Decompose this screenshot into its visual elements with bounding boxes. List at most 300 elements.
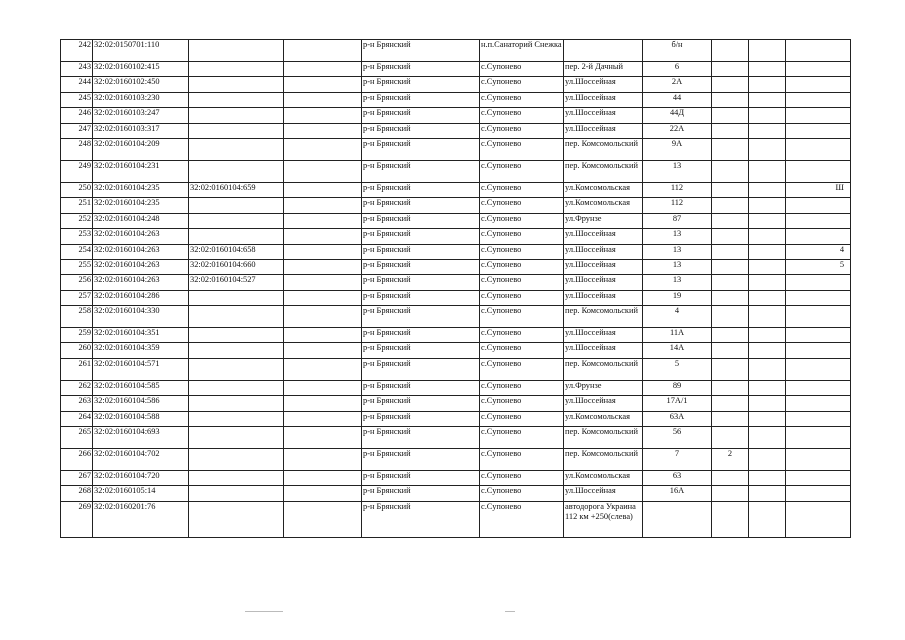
empty-cell [749, 213, 786, 228]
district: р-н Брянский [362, 123, 480, 138]
cadastral-number: 32:02:0160104:231 [93, 160, 189, 182]
table-row [61, 62, 851, 77]
premises-number [786, 62, 851, 77]
street: ул.Шоссейная [564, 328, 643, 343]
district: р-н Брянский [362, 396, 480, 411]
premises-number [786, 108, 851, 123]
empty-cell [749, 343, 786, 358]
row-number: 246 [61, 108, 93, 123]
sub-cadastral-number [189, 213, 284, 228]
empty-cell [749, 244, 786, 259]
table-row [61, 77, 851, 92]
sub-cadastral-number: 32:02:0160104:660 [189, 259, 284, 274]
premises-number [786, 229, 851, 244]
house-number [643, 501, 712, 537]
table-row [61, 138, 851, 160]
settlement: с.Супонево [480, 275, 564, 290]
settlement: с.Супонево [480, 411, 564, 426]
house-number: 13 [643, 160, 712, 182]
district: р-н Брянский [362, 62, 480, 77]
street: ул.Шоссейная [564, 108, 643, 123]
sub-cadastral-number [189, 343, 284, 358]
street: ул.Шоссейная [564, 290, 643, 305]
empty-cell [284, 275, 362, 290]
cadastral-number: 32:02:0160104:330 [93, 306, 189, 328]
empty-cell [749, 77, 786, 92]
building-number [712, 138, 749, 160]
sub-cadastral-number [189, 358, 284, 380]
district: р-н Брянский [362, 290, 480, 305]
sub-cadastral-number [189, 380, 284, 395]
house-number: 6 [643, 62, 712, 77]
cadastral-number: 32:02:0160104:359 [93, 343, 189, 358]
house-number: 22А [643, 123, 712, 138]
empty-cell [284, 244, 362, 259]
settlement: с.Супонево [480, 244, 564, 259]
district: р-н Брянский [362, 380, 480, 395]
empty-cell [749, 182, 786, 197]
house-number: б/н [643, 40, 712, 62]
empty-cell [749, 306, 786, 328]
district: р-н Брянский [362, 160, 480, 182]
settlement: с.Супонево [480, 138, 564, 160]
table-row [61, 449, 851, 471]
row-number: 257 [61, 290, 93, 305]
settlement: с.Супонево [480, 427, 564, 449]
street: ул.Комсомольская [564, 182, 643, 197]
sub-cadastral-number [189, 40, 284, 62]
row-number: 253 [61, 229, 93, 244]
table-row [61, 427, 851, 449]
settlement: с.Супонево [480, 92, 564, 107]
house-number: 7 [643, 449, 712, 471]
cadastral-number: 32:02:0160105:14 [93, 486, 189, 501]
house-number: 87 [643, 213, 712, 228]
row-number: 247 [61, 123, 93, 138]
district: р-н Брянский [362, 449, 480, 471]
street: ул.Шоссейная [564, 396, 643, 411]
empty-cell [749, 427, 786, 449]
cadastral-number: 32:02:0160104:702 [93, 449, 189, 471]
empty-cell [749, 108, 786, 123]
house-number: 63А [643, 411, 712, 426]
house-number: 89 [643, 380, 712, 395]
row-number: 255 [61, 259, 93, 274]
district: р-н Брянский [362, 501, 480, 537]
building-number [712, 471, 749, 486]
district: р-н Брянский [362, 328, 480, 343]
cadastral-number: 32:02:0160104:235 [93, 182, 189, 197]
building-number [712, 328, 749, 343]
empty-cell [749, 198, 786, 213]
table-row [61, 343, 851, 358]
sub-cadastral-number [189, 77, 284, 92]
cadastral-number: 32:02:0160104:263 [93, 275, 189, 290]
row-number: 269 [61, 501, 93, 537]
sub-cadastral-number [189, 306, 284, 328]
sub-cadastral-number [189, 486, 284, 501]
street: ул.Шоссейная [564, 275, 643, 290]
settlement: с.Супонево [480, 290, 564, 305]
district: р-н Брянский [362, 92, 480, 107]
premises-number: 4 [786, 244, 851, 259]
empty-cell [284, 486, 362, 501]
row-number: 242 [61, 40, 93, 62]
building-number [712, 396, 749, 411]
district: р-н Брянский [362, 358, 480, 380]
settlement: с.Супонево [480, 259, 564, 274]
empty-cell [284, 501, 362, 537]
premises-number [786, 160, 851, 182]
sub-cadastral-number [189, 411, 284, 426]
district: р-н Брянский [362, 427, 480, 449]
empty-cell [749, 449, 786, 471]
row-number: 243 [61, 62, 93, 77]
house-number: 44 [643, 92, 712, 107]
district: р-н Брянский [362, 411, 480, 426]
street: ул.Шоссейная [564, 244, 643, 259]
cadastral-number: 32:02:0160104:286 [93, 290, 189, 305]
premises-number [786, 40, 851, 62]
premises-number [786, 290, 851, 305]
empty-cell [749, 138, 786, 160]
street: ул.Шоссейная [564, 229, 643, 244]
settlement: с.Супонево [480, 380, 564, 395]
premises-number [786, 449, 851, 471]
settlement: с.Супонево [480, 396, 564, 411]
table-row [61, 229, 851, 244]
district: р-н Брянский [362, 471, 480, 486]
building-number [712, 213, 749, 228]
premises-number [786, 123, 851, 138]
sub-cadastral-number [189, 92, 284, 107]
sub-cadastral-number: 32:02:0160104:659 [189, 182, 284, 197]
empty-cell [284, 40, 362, 62]
row-number: 252 [61, 213, 93, 228]
cadastral-number: 32:02:0160104:351 [93, 328, 189, 343]
empty-cell [284, 108, 362, 123]
house-number: 13 [643, 259, 712, 274]
house-number: 17А/1 [643, 396, 712, 411]
street: ул.Шоссейная [564, 486, 643, 501]
sub-cadastral-number [189, 501, 284, 537]
row-number: 249 [61, 160, 93, 182]
house-number: 11А [643, 328, 712, 343]
table-row [61, 486, 851, 501]
premises-number [786, 427, 851, 449]
district: р-н Брянский [362, 182, 480, 197]
empty-cell [749, 259, 786, 274]
premises-number [786, 396, 851, 411]
premises-number [786, 471, 851, 486]
settlement: с.Супонево [480, 77, 564, 92]
premises-number: 5 [786, 259, 851, 274]
house-number: 13 [643, 229, 712, 244]
cadastral-number: 32:02:0160104:248 [93, 213, 189, 228]
cadastral-number: 32:02:0160102:450 [93, 77, 189, 92]
premises-number [786, 358, 851, 380]
empty-cell [284, 77, 362, 92]
empty-cell [749, 358, 786, 380]
settlement: с.Супонево [480, 182, 564, 197]
empty-cell [284, 380, 362, 395]
district: р-н Брянский [362, 486, 480, 501]
building-number [712, 343, 749, 358]
row-number: 262 [61, 380, 93, 395]
row-number: 250 [61, 182, 93, 197]
settlement: с.Супонево [480, 213, 564, 228]
street: ул.Фрунзе [564, 380, 643, 395]
settlement: н.п.Санаторий Снежка [480, 40, 564, 62]
table-row [61, 471, 851, 486]
premises-number [786, 328, 851, 343]
house-number: 2А [643, 77, 712, 92]
premises-number [786, 411, 851, 426]
sub-cadastral-number [189, 138, 284, 160]
building-number [712, 306, 749, 328]
premises-number [786, 77, 851, 92]
district: р-н Брянский [362, 259, 480, 274]
building-number [712, 198, 749, 213]
settlement: с.Супонево [480, 358, 564, 380]
sub-cadastral-number [189, 427, 284, 449]
empty-cell [284, 229, 362, 244]
settlement: с.Супонево [480, 229, 564, 244]
house-number: 14А [643, 343, 712, 358]
premises-number [786, 343, 851, 358]
house-number: 44Д [643, 108, 712, 123]
empty-cell [749, 229, 786, 244]
cadastral-number: 32:02:0160103:317 [93, 123, 189, 138]
empty-cell [284, 182, 362, 197]
registry-table [60, 39, 851, 538]
house-number: 4 [643, 306, 712, 328]
table-row [61, 290, 851, 305]
sub-cadastral-number [189, 290, 284, 305]
row-number: 260 [61, 343, 93, 358]
cadastral-number: 32:02:0160104:720 [93, 471, 189, 486]
sub-cadastral-number: 32:02:0160104:527 [189, 275, 284, 290]
district: р-н Брянский [362, 108, 480, 123]
empty-cell [749, 92, 786, 107]
table-row [61, 213, 851, 228]
empty-cell [284, 411, 362, 426]
settlement: с.Супонево [480, 123, 564, 138]
empty-cell [284, 123, 362, 138]
street: ул.Шоссейная [564, 343, 643, 358]
premises-number [786, 275, 851, 290]
street [564, 40, 643, 62]
settlement: с.Супонево [480, 62, 564, 77]
sub-cadastral-number [189, 471, 284, 486]
cadastral-number: 32:02:0150701:110 [93, 40, 189, 62]
table-row [61, 501, 851, 537]
house-number: 112 [643, 198, 712, 213]
cadastral-number: 32:02:0160201:76 [93, 501, 189, 537]
empty-cell [284, 427, 362, 449]
empty-cell [284, 92, 362, 107]
cadastral-number: 32:02:0160103:247 [93, 108, 189, 123]
empty-cell [749, 486, 786, 501]
table-row [61, 396, 851, 411]
sub-cadastral-number [189, 108, 284, 123]
row-number: 254 [61, 244, 93, 259]
building-number [712, 62, 749, 77]
table-row [61, 380, 851, 395]
building-number [712, 427, 749, 449]
building-number: 2 [712, 449, 749, 471]
sub-cadastral-number [189, 328, 284, 343]
empty-cell [749, 123, 786, 138]
house-number: 13 [643, 275, 712, 290]
settlement: с.Супонево [480, 343, 564, 358]
building-number [712, 244, 749, 259]
cadastral-number: 32:02:0160104:263 [93, 244, 189, 259]
row-number: 256 [61, 275, 93, 290]
building-number [712, 501, 749, 537]
row-number: 259 [61, 328, 93, 343]
empty-cell [284, 62, 362, 77]
district: р-н Брянский [362, 198, 480, 213]
sub-cadastral-number [189, 123, 284, 138]
street: ул.Шоссейная [564, 92, 643, 107]
empty-cell [284, 343, 362, 358]
settlement: с.Супонево [480, 108, 564, 123]
street: пер. 2-й Дачный [564, 62, 643, 77]
district: р-н Брянский [362, 77, 480, 92]
empty-cell [749, 328, 786, 343]
cadastral-number: 32:02:0160103:230 [93, 92, 189, 107]
premises-number [786, 501, 851, 537]
table-row [61, 259, 851, 274]
street: ул.Шоссейная [564, 123, 643, 138]
cadastral-number: 32:02:0160104:263 [93, 229, 189, 244]
house-number: 5 [643, 358, 712, 380]
row-number: 244 [61, 77, 93, 92]
street: автодорога Украина 112 км +250(слева) [564, 501, 643, 537]
settlement: с.Супонево [480, 471, 564, 486]
sub-cadastral-number [189, 198, 284, 213]
house-number: 13 [643, 244, 712, 259]
table-row [61, 328, 851, 343]
sub-cadastral-number [189, 229, 284, 244]
empty-cell [284, 306, 362, 328]
scan-artifact [505, 611, 515, 612]
street: пер. Комсомольский [564, 427, 643, 449]
empty-cell [284, 471, 362, 486]
empty-cell [284, 396, 362, 411]
sub-cadastral-number: 32:02:0160104:658 [189, 244, 284, 259]
building-number [712, 486, 749, 501]
row-number: 266 [61, 449, 93, 471]
empty-cell [749, 290, 786, 305]
row-number: 268 [61, 486, 93, 501]
house-number: 63 [643, 471, 712, 486]
table-row [61, 244, 851, 259]
street: пер. Комсомольский [564, 160, 643, 182]
empty-cell [749, 471, 786, 486]
street: ул.Комсомольская [564, 411, 643, 426]
district: р-н Брянский [362, 229, 480, 244]
cadastral-number: 32:02:0160104:585 [93, 380, 189, 395]
settlement: с.Супонево [480, 160, 564, 182]
building-number [712, 411, 749, 426]
cadastral-number: 32:02:0160102:415 [93, 62, 189, 77]
premises-number: Ш [786, 182, 851, 197]
table-row [61, 160, 851, 182]
row-number: 263 [61, 396, 93, 411]
empty-cell [284, 213, 362, 228]
table-row [61, 40, 851, 62]
settlement: с.Супонево [480, 501, 564, 537]
sub-cadastral-number [189, 396, 284, 411]
district: р-н Брянский [362, 40, 480, 62]
street: ул.Комсомольская [564, 471, 643, 486]
cadastral-number: 32:02:0160104:588 [93, 411, 189, 426]
table-row [61, 411, 851, 426]
building-number [712, 259, 749, 274]
empty-cell [749, 275, 786, 290]
cadastral-number: 32:02:0160104:235 [93, 198, 189, 213]
table-row [61, 275, 851, 290]
premises-number [786, 486, 851, 501]
empty-cell [749, 380, 786, 395]
building-number [712, 40, 749, 62]
empty-cell [284, 259, 362, 274]
row-number: 265 [61, 427, 93, 449]
table-row [61, 306, 851, 328]
street: ул.Шоссейная [564, 259, 643, 274]
row-number: 248 [61, 138, 93, 160]
district: р-н Брянский [362, 275, 480, 290]
empty-cell [284, 290, 362, 305]
premises-number [786, 198, 851, 213]
street: пер. Комсомольский [564, 306, 643, 328]
settlement: с.Супонево [480, 306, 564, 328]
district: р-н Брянский [362, 306, 480, 328]
empty-cell [284, 328, 362, 343]
scan-artifact [245, 611, 283, 612]
row-number: 264 [61, 411, 93, 426]
building-number [712, 358, 749, 380]
premises-number [786, 213, 851, 228]
row-number: 258 [61, 306, 93, 328]
premises-number [786, 306, 851, 328]
cadastral-number: 32:02:0160104:586 [93, 396, 189, 411]
empty-cell [284, 358, 362, 380]
table-row [61, 92, 851, 107]
empty-cell [284, 449, 362, 471]
settlement: с.Супонево [480, 328, 564, 343]
row-number: 267 [61, 471, 93, 486]
sub-cadastral-number [189, 160, 284, 182]
building-number [712, 182, 749, 197]
empty-cell [749, 411, 786, 426]
building-number [712, 380, 749, 395]
district: р-н Брянский [362, 213, 480, 228]
empty-cell [749, 396, 786, 411]
street: ул.Комсомольская [564, 198, 643, 213]
street: ул.Фрунзе [564, 213, 643, 228]
empty-cell [284, 138, 362, 160]
empty-cell [284, 198, 362, 213]
district: р-н Брянский [362, 244, 480, 259]
building-number [712, 123, 749, 138]
table-row [61, 108, 851, 123]
premises-number [786, 380, 851, 395]
premises-number [786, 138, 851, 160]
house-number: 56 [643, 427, 712, 449]
